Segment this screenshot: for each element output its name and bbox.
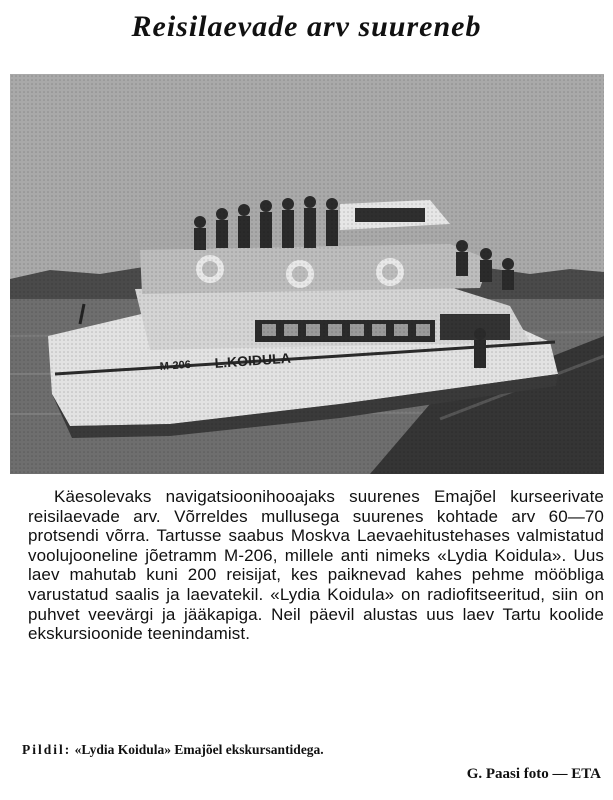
caption-text: «Lydia Koidula» Emajõel ekskursantidega.	[74, 742, 324, 757]
photo-caption	[22, 742, 604, 758]
caption-lead: Pildil:	[22, 742, 72, 757]
article-headline: Reisilaevade arv suureneb	[131, 10, 482, 43]
article-photo	[10, 74, 604, 474]
article-body: Käesolevaks navigatsioonihooajaks suurenes Emajõel kurseerivate reisilaevade arv. Võrreldes mullusega suurenes kohtade arv 60—70 protsendi võrra. Tartusse saabus Moskva Laevaehitustehases valmistatud voolujooneline jõetramm M-206, millele anti nimeks «Lydia Koidula». Uus laev mahutab kuni 200 reisijat, kes paiknevad kahes pehme mööbliga varustatud saalis ja laevatekil. «Lydia Koidula» on radiofitseeritud, siin on puhvet veevärgi ja jääkapiga. Neil päevil alustas uus laev Tartu koolide ekskursioonide teenindamist.	[28, 487, 604, 644]
photo-credit: G. Paasi foto — ETA	[466, 766, 601, 782]
riverboat-photo	[10, 74, 604, 474]
